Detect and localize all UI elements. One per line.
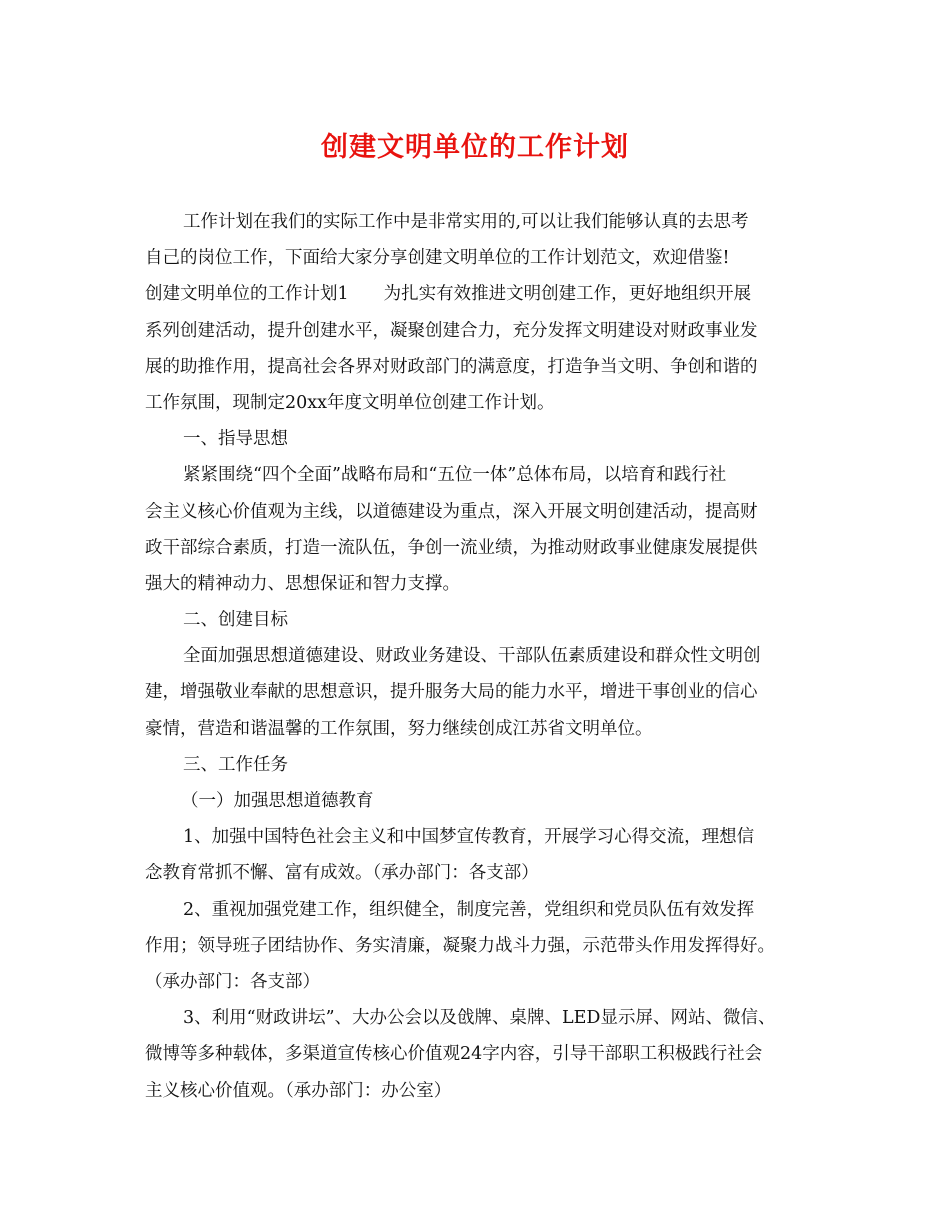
paragraph-line: 全面加强思想道德建设、财政业务建设、干部队伍素质建设和群众性文明创 xyxy=(183,646,761,667)
paragraph-line: 紧紧围绕“四个全面”战略布局和“五位一体”总体布局，以培育和践行社 xyxy=(183,465,727,486)
paragraph-line: 创建文明单位的工作计划1 为扎实有效推进文明创建工作，更好地组织开展 xyxy=(145,284,752,305)
paragraph-line: 工作氛围，现制定20xx年度文明单位创建工作计划。 xyxy=(145,392,555,413)
paragraph-line: （承办部门：各支部） xyxy=(145,971,320,992)
paragraph-line: 念教育常抓不懈、富有成效。（承办部门：各支部） xyxy=(145,863,539,884)
section-heading: 二、创建目标 xyxy=(183,610,288,631)
paragraph-line: 主义核心价值观。（承办部门：办公室） xyxy=(145,1080,452,1101)
paragraph-line: 作用；领导班子团结协作、务实清廉，凝聚力战斗力强，示范带头作用发挥得好。 xyxy=(145,935,775,956)
document-body xyxy=(145,204,810,1109)
section-heading: 一、指导思想 xyxy=(183,429,288,450)
paragraph-line: 自己的岗位工作，下面给大家分享创建文明单位的工作计划范文，欢迎借鉴! xyxy=(145,248,730,269)
paragraph-line: 强大的精神动力、思想保证和智力支撑。 xyxy=(145,573,460,594)
paragraph-line: 微博等多种载体，多渠道宣传核心价值观24字内容，引导干部职工积极践行社会 xyxy=(145,1044,763,1065)
section-heading: 三、工作任务 xyxy=(183,754,288,775)
paragraph-line: 政干部综合素质，打造一流队伍，争创一流业绩，为推动财政事业健康发展提供 xyxy=(145,537,758,558)
paragraph-line: 会主义核心价值观为主线，以道德建设为重点，深入开展文明创建活动，提高财 xyxy=(145,501,758,522)
paragraph-line: 系列创建活动，提升创建水平，凝聚创建合力，充分发挥文明建设对财政事业发 xyxy=(145,320,758,341)
paragraph-line: 1、加强中国特色社会主义和中国梦宣传教育，开展学习心得交流，理想信 xyxy=(183,827,755,848)
paragraph-line: 工作计划在我们的实际工作中是非常实用的,可以让我们能够认真的去思考 xyxy=(183,212,749,232)
paragraph-line: 3、利用“财政讲坛”、大办公会以及戗牌、桌牌、LED显示屏、网站、微信、 xyxy=(183,1008,776,1029)
paragraph-line: 展的助推作用，提高社会各界对财政部门的满意度，打造争当文明、争创和谐的 xyxy=(145,356,758,377)
document-title: 创建文明单位的工作计划 xyxy=(321,132,629,163)
paragraph-line: 建，增强敬业奉献的思想意识，提升服务大局的能力水平，增进干事创业的信心 xyxy=(145,682,758,703)
subsection-heading: （一）加强思想道德教育 xyxy=(181,791,374,811)
paragraph-line: 2、重视加强党建工作，组织健全，制度完善，党组织和党员队伍有效发挥 xyxy=(183,899,755,920)
paragraph-line: 豪情，营造和谐温馨的工作氛围，努力继续创成江苏省文明单位。 xyxy=(145,718,653,739)
